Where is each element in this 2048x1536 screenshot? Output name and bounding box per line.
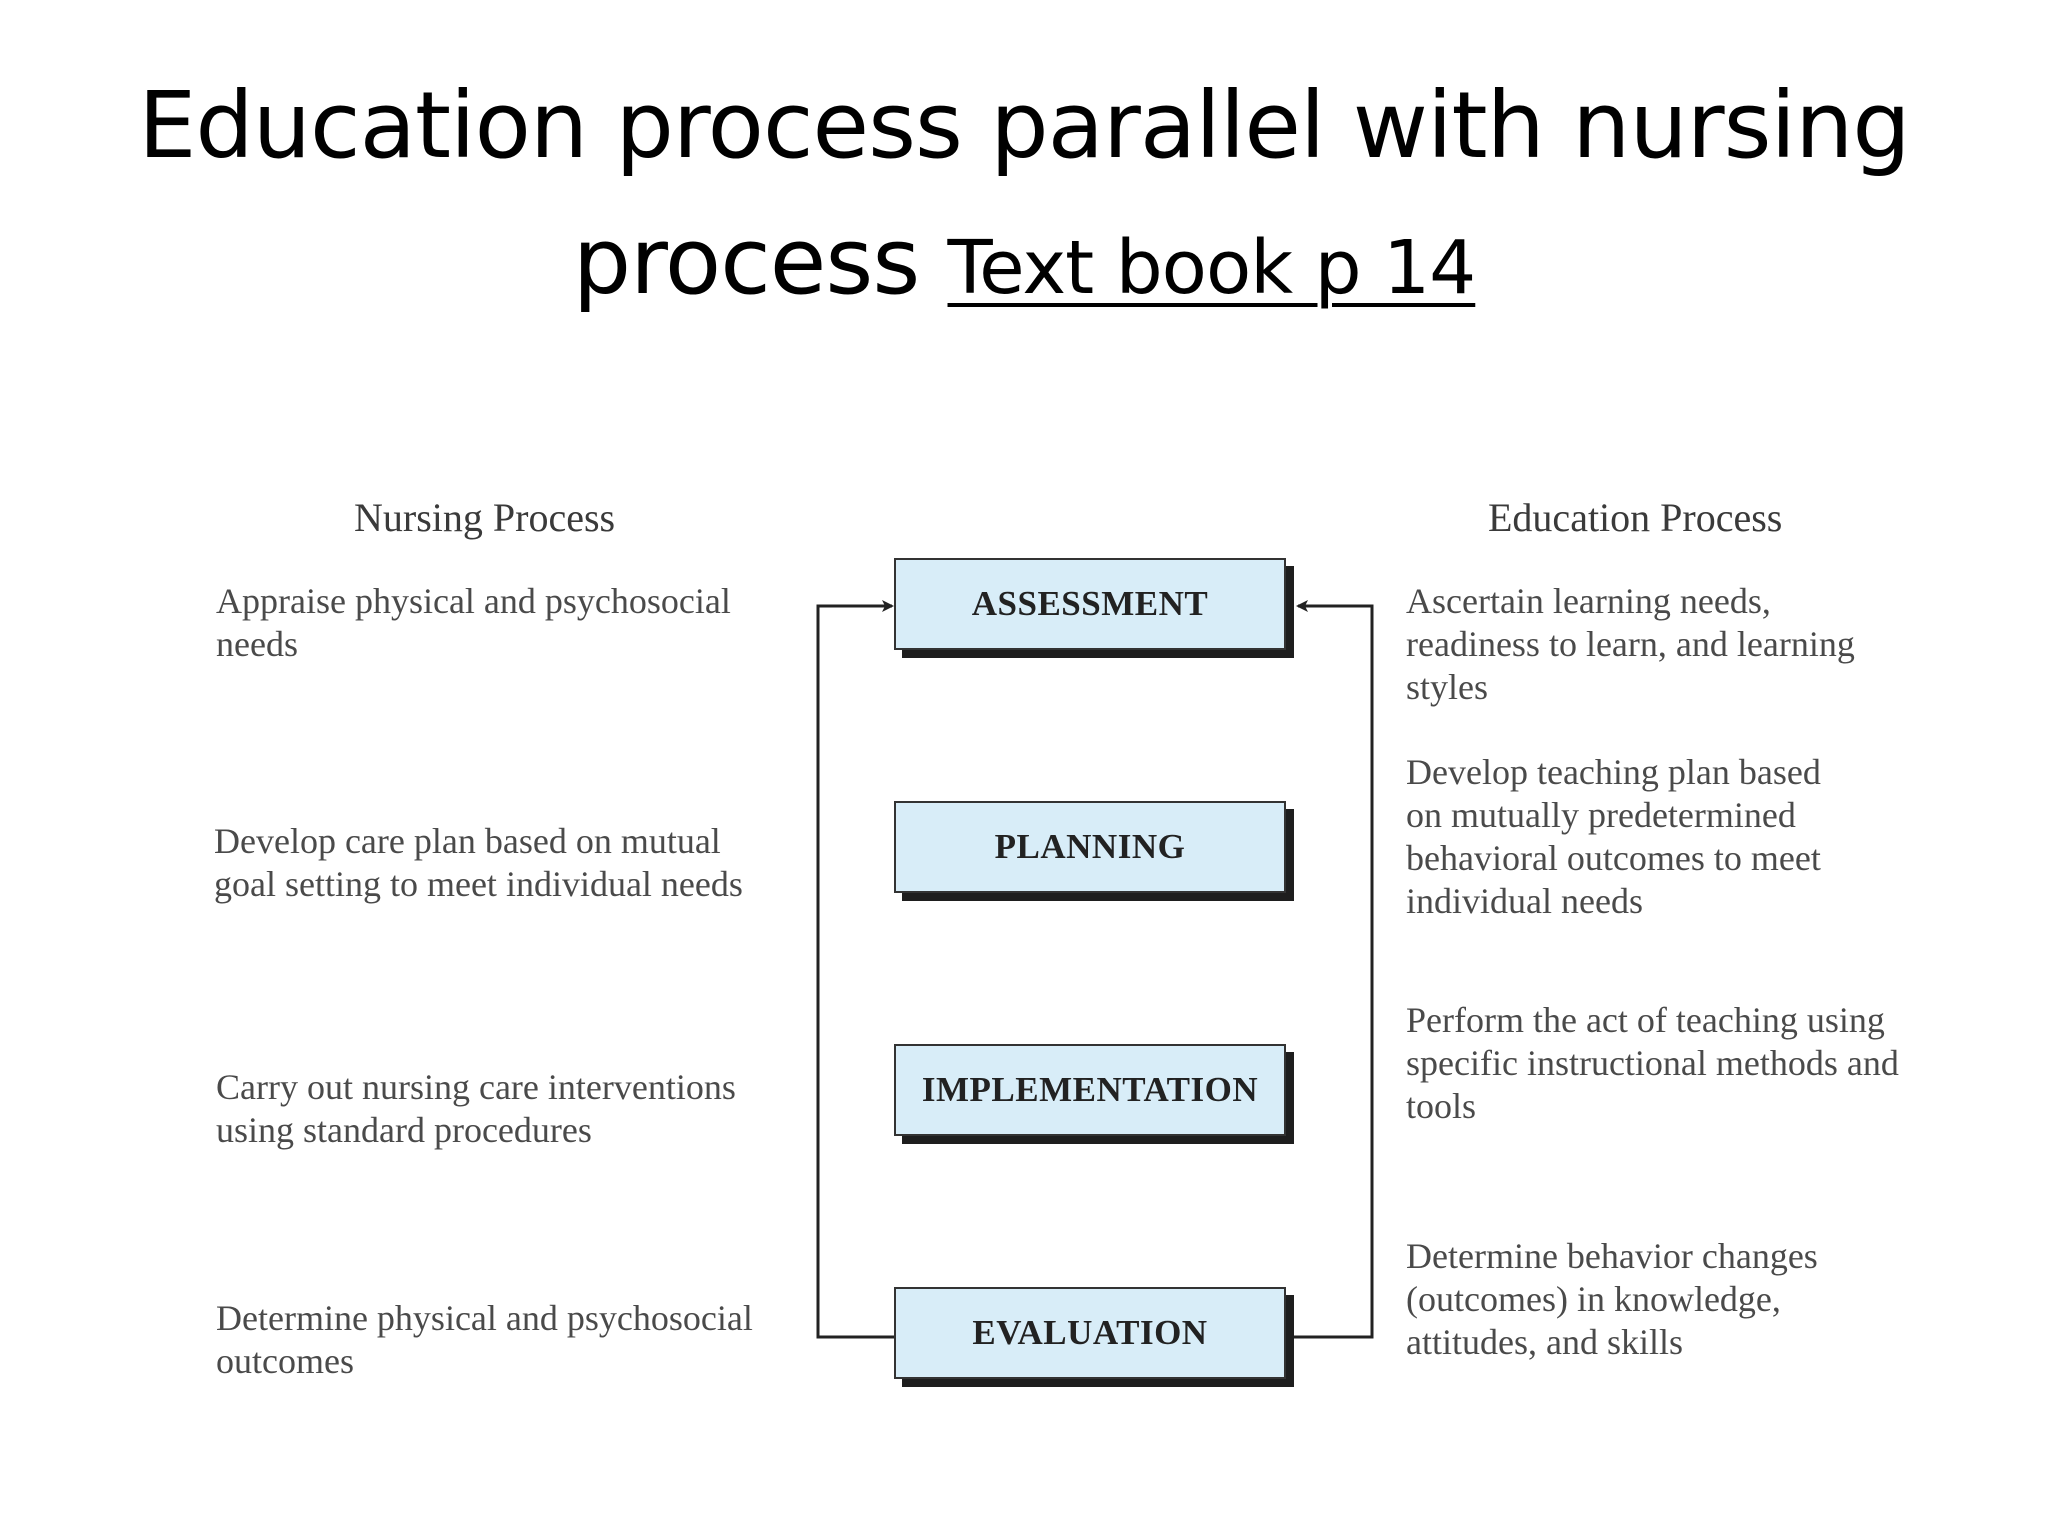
stage-assessment: ASSESSMENT — [894, 558, 1286, 650]
title-line-1: Education process parallel with nursing — [138, 72, 1910, 179]
education-assessment-text: Ascertain learning needs, readiness to learn, and learning styles — [1406, 581, 1855, 707]
textbook-reference: Text book p 14 — [947, 225, 1476, 311]
nursing-evaluation-text: Determine physical and psychosocial outcomes — [216, 1298, 753, 1381]
stage-evaluation: EVALUATION — [894, 1287, 1286, 1379]
left-feedback-line — [818, 606, 894, 1337]
stage-implementation: IMPLEMENTATION — [894, 1044, 1286, 1136]
nursing-implementation-text: Carry out nursing care interventions using standard procedures — [216, 1067, 736, 1150]
right-feedback-line — [1290, 606, 1372, 1337]
nursing-planning-text: Develop care plan based on mutual goal setting to meet individual needs — [214, 821, 743, 904]
nursing-process-heading: Nursing Process — [354, 495, 616, 540]
title-line-2-text: process — [572, 208, 920, 315]
stage-planning: PLANNING — [894, 801, 1286, 893]
education-implementation-text: Perform the act of teaching using specific instructional methods and tools — [1406, 1000, 1899, 1126]
education-evaluation-text: Determine behavior changes (outcomes) in knowledge, attitudes, and skills — [1406, 1236, 1818, 1362]
education-process-heading: Education Process — [1488, 495, 1783, 540]
education-planning-text: Develop teaching plan based on mutually predetermined behavioral outcomes to meet individual needs — [1406, 752, 1821, 921]
nursing-assessment-text: Appraise physical and psychosocial needs — [216, 581, 731, 664]
